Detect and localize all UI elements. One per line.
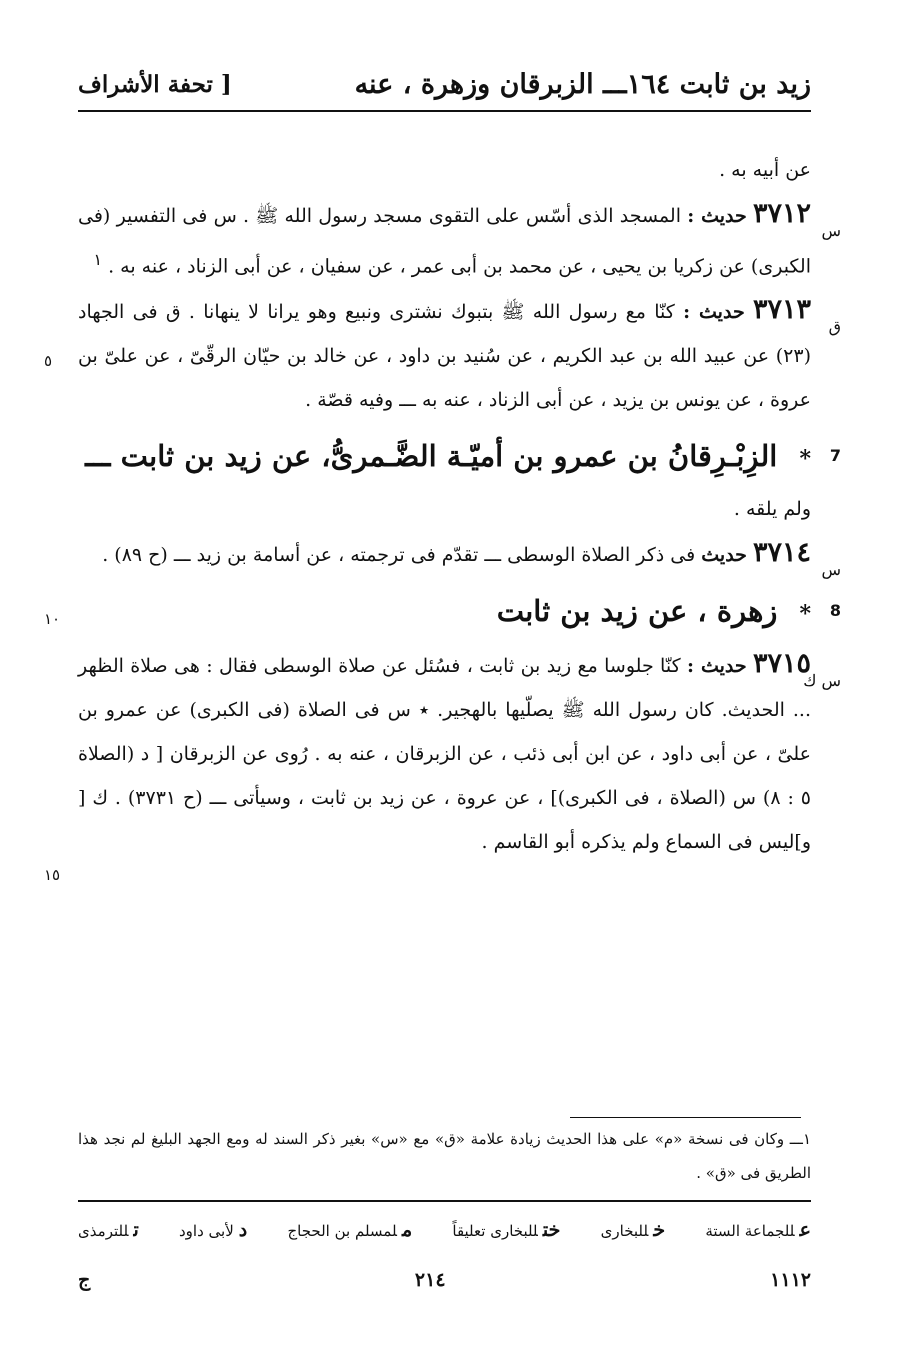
hadith-text: كنّا جلوسا مع زيد بن ثابت ، فسُئل عن صلاة الوسطى فقال : هى صلاة الظهر ... الحديث. كان رسول الله ﷺ يصلّيها بالهجير. ٭ س فى الصلاة (فى الكبرى) عن عمرو بن علىّ ، عن أبى داود ، عن ابن أبى ذئب ، عن الزبرقان ، عنه به . رُوى عن الزبرقان [ د (الصلاة ٥ : ٨) س (الصلاة ، فى الكبرى)] ، عن عروة ، عن زيد بن ثابت ، وسيأتى ـــ (ح ٣٧٣١) . ك [ و]ليس فى السماع ولم يذكره أبو القاسم .	[78, 655, 811, 854]
page-number: ٢١٤	[414, 1269, 446, 1291]
star-icon: *	[799, 601, 811, 628]
main-text	[78, 148, 841, 864]
line-number-5: ٥	[44, 352, 53, 370]
hadith-keyword: حديث :	[687, 205, 747, 227]
hadith-keyword: حديث	[701, 544, 747, 567]
hadith-3712	[78, 192, 841, 288]
siglum: س	[821, 560, 841, 580]
abbreviation-key	[78, 1210, 811, 1250]
hadith-number: ٣٧١٤	[752, 537, 811, 569]
narrator-note	[78, 487, 811, 531]
siglum: ق	[828, 317, 841, 337]
abbr-item: ختللبخارى تعليقاً	[452, 1219, 561, 1241]
hadith-text: فى ذكر الصلاة الوسطى ـــ تقدّم فى ترجمته ، عن أسامة بن زيد ـــ (ح ٨٩) .	[102, 544, 696, 567]
footnote: ١ـــ وكان فى نسخة «م» على هذا الحديث زيادة علامة «ق» مع «س» بغير ذكر السند له ومع الجهد البليغ لم نجد هذا الطريق فى «ق» .	[78, 1130, 811, 1182]
narrator-index: 8	[829, 601, 841, 621]
abbr-item: تللترمذى	[78, 1219, 139, 1241]
footnote-ref: ١	[93, 250, 103, 269]
running-header	[78, 58, 811, 110]
abbr-item: ملمسلم بن الحجاج	[287, 1219, 413, 1241]
siglum: س ك	[803, 671, 841, 691]
hadith-number: ٣٧١٣	[753, 294, 812, 326]
hadith-keyword: حديث :	[687, 655, 747, 678]
hadith-number: ٣٧١٢	[752, 198, 811, 229]
abbr-item: عللجماعة الستة	[705, 1219, 811, 1241]
hadith-text: المسجد الذى أسّس على التقوى مسجد رسول الله ﷺ . س فى التفسير (فى الكبرى) عن زكريا بن يحيى ، عن محمد بن أبى عمر ، عن سفيان ، عن أبى الزناد ، عنه به .	[78, 205, 811, 278]
intro-text: عن أبيه به .	[719, 159, 811, 181]
hadith-3715	[78, 642, 841, 864]
footnote-rule	[570, 1117, 801, 1118]
narrator-heading-7	[78, 428, 841, 487]
book-title: [ تحفة الأشراف	[78, 70, 232, 98]
line-number-15: ١٥	[44, 866, 61, 884]
abbr-item: دلأبى داود	[178, 1219, 248, 1241]
intro-line	[78, 148, 811, 192]
header-rule	[78, 110, 811, 112]
narrator-name: الزِبْـرِقانُ بن عمرو بن أميّـة الضَّـمرىُّ، عن زيد بن ثابت ـــ	[85, 439, 778, 474]
abbr-item: خللبخارى	[600, 1219, 666, 1241]
hadith-3714	[78, 531, 841, 580]
hadith-3713	[78, 288, 841, 422]
running-title: زيد بن ثابت ١٦٤ـــ الزبرقان وزهرة ، عنه	[354, 68, 811, 100]
hadith-keyword: حديث :	[683, 301, 745, 324]
volume-page-number: ١١١٢	[770, 1269, 811, 1291]
narrator-note-text: ولم يلقه .	[733, 498, 811, 521]
folio-signature: ج	[78, 1269, 91, 1291]
narrator-name: زهرة ، عن زيد بن ثابت	[496, 594, 778, 629]
hadith-text: كنّا مع رسول الله ﷺ بتبوك نشترى ونبيع وهو يرانا لا ينهانا . ق فى الجهاد (٢٣) عن عبيد الله بن عبد الكريم ، عن سُنيد بن داود ، عن خالد بن حيّان الرقّىّ ، عن علىّ بن عروة ، عن يونس بن يزيد ، عن أبى الزناد ، عنه به ـــ وفيه قصّة .	[78, 301, 811, 412]
siglum: س	[821, 221, 841, 240]
line-number-10: ١٠	[44, 610, 61, 628]
star-icon: *	[799, 446, 811, 473]
narrator-index: 7	[829, 446, 841, 466]
hadith-number: ٣٧١٥	[753, 648, 812, 680]
footer-rule	[78, 1200, 811, 1202]
narrator-heading-8	[78, 583, 841, 642]
folio	[78, 1262, 811, 1298]
